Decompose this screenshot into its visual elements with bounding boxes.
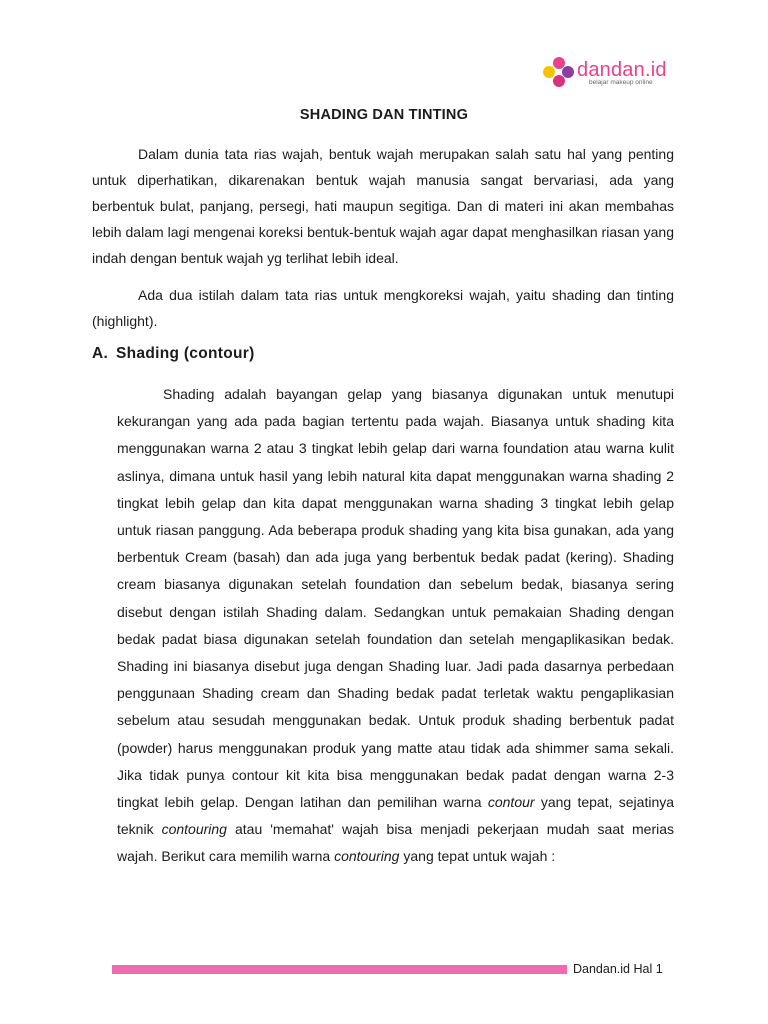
document-title: SHADING DAN TINTING bbox=[299, 107, 469, 123]
section-body-part-4: yang tepat untuk wajah : bbox=[403, 848, 556, 865]
footer-accent-bar bbox=[112, 965, 567, 974]
section-heading bbox=[92, 345, 255, 363]
logo-name: dandan.id bbox=[577, 59, 667, 81]
section-letter: A. bbox=[92, 345, 109, 362]
section-heading-text: Shading (contour) bbox=[116, 345, 255, 362]
brand-logo bbox=[543, 57, 683, 93]
emphasis-contour: contour bbox=[487, 794, 535, 811]
section-body bbox=[117, 381, 674, 871]
footer-page-label: Dandan.id Hal 1 bbox=[573, 962, 663, 976]
emphasis-contouring-2: contouring bbox=[334, 848, 400, 865]
emphasis-contouring-1: contouring bbox=[161, 821, 227, 838]
intro-paragraph-2: Ada dua istilah dalam tata rias untuk mengkoreksi wajah, yaitu shading dan tinting (highlight). bbox=[92, 287, 674, 329]
section-body-part-1: Shading adalah bayangan gelap yang biasanya digunakan untuk menutupi kekurangan yang ada pada bagian tertentu pada wajah. Biasanya untuk shading kita menggunakan warna 2 atau 3 tingkat lebih gelap dari warna foundation atau warna kulit aslinya, dimana untuk hasil yang lebih natural kita dapat menggunakan warna shading 2 tingkat lebih gelap dan kita dapat menggunakan warna shading 3 tingkat lebih gelap untuk riasan panggung. Ada beberapa produk shading yang kita bisa gunakan, ada yang berbentuk Cream (basah) dan ada juga yang berbentuk bedak padat (kering). Shading cream biasanya digunakan setelah foundation dan sebelum bedak, biasanya sering disebut dengan istilah Shading dalam. Sedangkan untuk pemakaian Shading dengan bedak padat biasa digunakan setelah foundation dan setelah mengaplikasikan bedak. Shading ini biasanya disebut juga dengan Shading luar. Jadi pada dasarnya perbedaan penggunaan Shading cream dan Shading bedak padat terletak waktu pengaplikasian sebelum atau sesudah menggunakan bedak. Untuk produk shading berbentuk padat (powder) harus menggunakan produk yang matte atau tidak ada shimmer sama sekali. Jika tidak punya contour kit kita bisa menggunakan bedak padat dengan warna 2-3 tingkat lebih gelap. Dengan latihan dan pemilihan warna bbox=[117, 386, 674, 811]
logo-dots-icon bbox=[543, 57, 575, 89]
section-body-part-3: atau 'memahat' wajah bisa menjadi pekerjaan mudah saat merias wajah. Berikut cara memilih warna bbox=[117, 821, 675, 865]
section-body-part-2: yang tepat, sejatinya teknik bbox=[117, 794, 675, 838]
intro-paragraph-1: Dalam dunia tata rias wajah, bentuk wajah merupakan salah satu hal yang penting untuk diperhatikan, dikarenakan bentuk wajah manusia sangat bervariasi, ada yang berbentuk bulat, panjang, persegi, hati maupun segitiga. Dan di materi ini akan membahas lebih dalam lagi mengenai koreksi bentuk-bentuk wajah agar dapat menghasilkan riasan yang indah dengan bentuk wajah yg terlihat lebih ideal. bbox=[92, 146, 674, 266]
logo-tagline: belajar makeup online bbox=[589, 79, 653, 86]
